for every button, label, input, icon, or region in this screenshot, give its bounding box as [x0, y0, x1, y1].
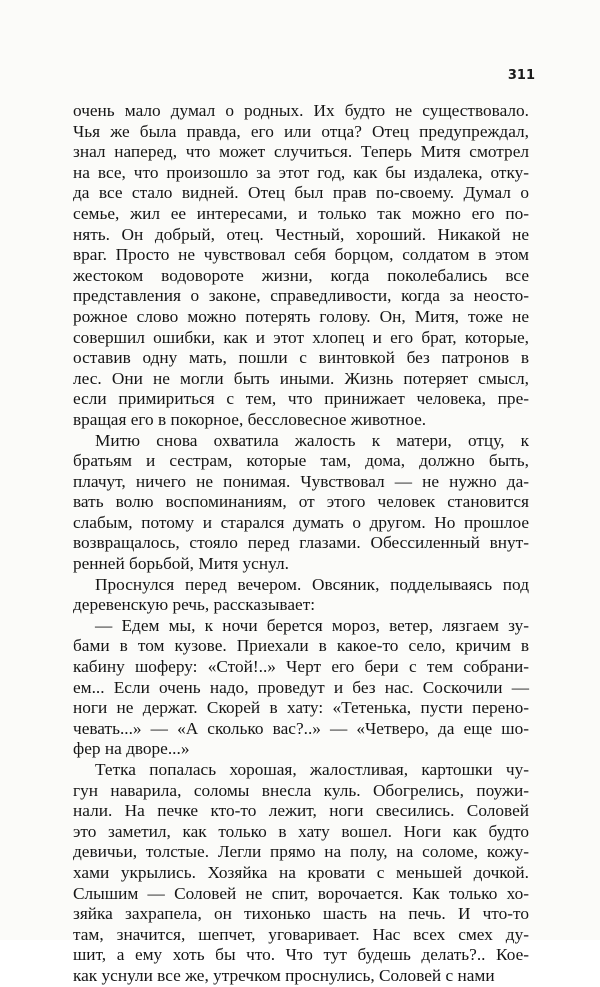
text-line: ренней борьбой, Митя уснул. — [73, 554, 289, 574]
paragraph — [73, 616, 529, 760]
text-line: Митю снова охватила жалость к матери, отцу, к — [95, 430, 529, 450]
text-line: оставив одну мать, пошли с винтовкой без патронов в — [73, 348, 529, 368]
body-text — [73, 101, 529, 987]
text-line: это заметил, как только в хату вошел. Ноги как будто — [73, 821, 529, 841]
text-line: вать волю воспоминаниям, от этого человек становится — [73, 492, 529, 512]
text-line: Чья же была правда, его или отца? Отец предупреждал, — [73, 121, 529, 141]
paragraph — [73, 431, 529, 575]
text-line: слабым, потому и старался думать о другом. Но прошлое — [73, 512, 529, 532]
text-line: чевать...» — «А сколько вас?..» — «Четверо, да еще шо- — [73, 718, 529, 738]
text-line: на все, что произошло за этот год, как бы издалека, отку- — [73, 162, 529, 182]
text-line: лес. Они не могли быть иными. Жизнь потеряет смысл, — [73, 368, 529, 388]
text-line: — Едем мы, к ночи берется мороз, ветер, лязгаем зу- — [95, 615, 529, 635]
text-line: очень мало думал о родных. Их будто не существовало. — [73, 101, 529, 120]
text-line: бами в том кузове. Приехали в какое-то село, кричим в — [73, 636, 529, 656]
text-line: кабину шоферу: «Стой!..» Черт его бери с тем собрани- — [73, 657, 529, 677]
text-line: ноги не держат. Скорей в хату: «Тетенька, пусти перено- — [73, 698, 529, 718]
text-line: гун наварила, соломы внесла куль. Обогрелись, поужи- — [73, 780, 529, 800]
text-line: Проснулся перед вечером. Овсяник, подделываясь под — [95, 574, 529, 594]
text-line: рожное слово можно потерять голову. Он, Митя, тоже не — [73, 306, 529, 326]
text-line: шит, а ему хоть бы что. Что тут будешь делать?.. Кое- — [73, 945, 529, 965]
text-line: семье, жил ее интересами, и только так можно его по- — [73, 203, 529, 223]
text-line: вращая его в покорное, бессловесное животное. — [73, 409, 427, 429]
text-line: враг. Просто не чувствовал себя борцом, солдатом в этом — [73, 245, 529, 265]
text-line: нали. На печке кто-то лежит, ноги свесились. Соловей — [73, 801, 529, 821]
text-line: знал наперед, что может случиться. Теперь Митя смотрел — [73, 142, 529, 162]
text-line: ем... Если очень надо, проведут и без нас. Соскочили — — [73, 677, 529, 697]
page-number: 311 — [507, 68, 535, 83]
text-line: как уснули все же, утречком проснулись, Соловей с нами — [73, 965, 495, 985]
text-line: фер на дворе...» — [73, 739, 190, 759]
text-line: там, значится, шепчет, уговаривает. Нас всех смех ду- — [73, 924, 529, 944]
text-line: Слышим — Соловей не спит, ворочается. Как только хо- — [73, 883, 529, 903]
text-line: представления о законе, справедливости, когда за неосто- — [73, 286, 529, 306]
text-line: да все стало видней. Отец был прав по-своему. Думал о — [73, 183, 529, 203]
text-line: если примириться с тем, что принижает человека, пре- — [73, 389, 529, 409]
text-line: зяйка захрапела, он тихонько шасть на печь. И что-то — [73, 904, 529, 924]
text-line: возвращалось, стояло перед глазами. Обессиленный внут- — [73, 533, 529, 553]
paragraph — [73, 760, 529, 987]
text-line: братьям и сестрам, которые там, дома, должно быть, — [73, 451, 529, 471]
paragraph — [73, 575, 529, 616]
paragraph — [73, 101, 529, 431]
text-line: плачут, ничего не понимая. Чувствовал — не нужно да- — [73, 471, 529, 491]
text-line: жестоком водовороте жизни, когда поколебались все — [73, 265, 529, 285]
text-line: нять. Он добрый, отец. Честный, хороший. Никакой не — [73, 224, 529, 244]
text-line: девичьи, толстые. Легли прямо на полу, на соломе, кожу- — [73, 842, 529, 862]
text-line: хами укрылись. Хозяйка на кровати с меньшей дочкой. — [73, 862, 529, 882]
text-line: совершил ошибки, как и этот хлопец и его брат, которые, — [73, 327, 529, 347]
text-line: деревенскую речь, рассказывает: — [73, 595, 316, 615]
text-line: Тетка попалась хорошая, жалостливая, картошки чу- — [95, 760, 529, 779]
